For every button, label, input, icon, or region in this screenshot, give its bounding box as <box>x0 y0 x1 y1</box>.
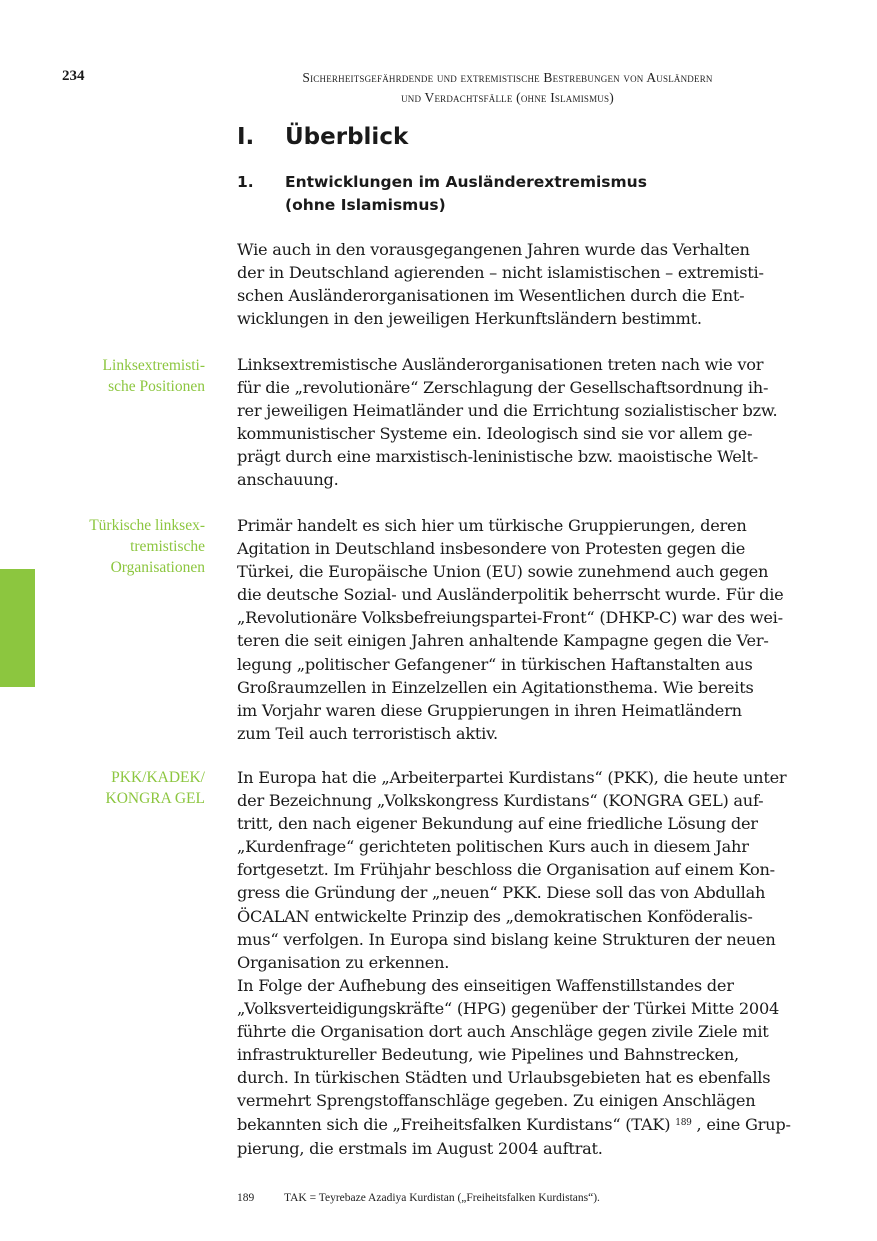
text-line: für die „revolutionäre“ Zerschlagung der Gesellschaftsordnung ih- <box>237 378 769 398</box>
text-line: fortgesetzt. Im Frühjahr beschloss die Organisation auf einem Kon- <box>237 860 775 880</box>
running-header-line-1: Sicherheitsgefährdende und extremistische Bestrebungen von Ausländern <box>302 70 713 85</box>
text-line: Organisation zu erkennen. <box>237 952 450 972</box>
footnote-text: TAK = Teyrebaze Azadiya Kurdistan („Freiheitsfalken Kurdistans“). <box>284 1192 600 1204</box>
text-line: In Folge der Aufhebung des einseitigen Waffenstillstandes der <box>237 975 734 995</box>
paragraph-pkk <box>237 766 792 1160</box>
subsection-title-line-2: (ohne Islamismus) <box>285 196 446 214</box>
text-line: Linksextremistische Ausländerorganisationen treten nach wie vor <box>237 355 764 374</box>
text-line: schen Ausländerorganisationen im Wesentlichen durch die Ent- <box>237 286 745 306</box>
margin-note-line: tremistische <box>130 538 205 555</box>
text-line: der in Deutschland agierenden – nicht islamistischen – extremisti- <box>237 263 764 283</box>
text-line: Wie auch in den vorausgegangenen Jahren wurde das Verhalten <box>237 240 750 259</box>
text-line: im Vorjahr waren diese Gruppierungen in ihren Heimatländern <box>237 700 742 720</box>
footnote-reference[interactable]: 189 <box>675 1118 692 1129</box>
text-line: „Volksverteidigungskräfte“ (HPG) gegenüber der Türkei Mitte 2004 <box>237 998 780 1018</box>
text-line: durch. In türkischen Städten und Urlaubsgebieten hat es ebenfalls <box>237 1068 771 1088</box>
text-line: ÖCALAN entwickelte Prinzip des „demokratischen Konföderalis- <box>237 906 753 926</box>
text-line: teren die seit einigen Jahren anhaltende Kampagne gegen die Ver- <box>237 631 769 651</box>
page-number: 234 <box>62 68 85 84</box>
subsection-title-line-1: Entwicklungen im Ausländerextremismus <box>285 173 647 191</box>
text-line: gress die Gründung der „neuen“ PKK. Diese soll das von Abdullah <box>237 883 766 903</box>
text-line: die deutsche Sozial- und Ausländerpolitik beherrscht wurde. Für die <box>237 585 784 605</box>
subsection-heading <box>237 171 647 217</box>
text-line: prägt durch eine marxistisch-leninistische bzw. maoistische Welt- <box>237 447 758 467</box>
text-line: legung „politischer Gefangener“ in türkischen Haftanstalten aus <box>237 654 753 674</box>
section-title: Überblick <box>285 124 409 150</box>
margin-note-line: Organisationen <box>110 559 205 576</box>
text-line: führte die Organisation dort auch Anschläge gegen zivile Ziele mit <box>237 1022 769 1042</box>
text-line: wicklungen in den jeweiligen Herkunftsländern bestimmt. <box>237 309 702 329</box>
margin-note-line: PKK/KADEK/ <box>111 769 205 786</box>
text-line: vermehrt Sprengstoffanschläge gegeben. Zu einigen Anschlägen <box>237 1091 756 1111</box>
paragraph-left-extremist-orgs <box>237 353 792 492</box>
text-line: zum Teil auch terroristisch aktiv. <box>237 723 498 743</box>
paragraph-intro <box>237 238 792 330</box>
paragraph-turkish-groups <box>237 514 792 745</box>
text-line: infrastruktureller Bedeutung, wie Pipelines und Bahnstrecken, <box>237 1045 739 1065</box>
margin-note-turkish-orgs <box>20 515 205 578</box>
section-number: I. <box>237 124 255 150</box>
text-line: mus“ verfolgen. In Europa sind bislang keine Strukturen der neuen <box>237 929 776 949</box>
text-fragment: , eine Grup- <box>691 1115 791 1135</box>
chapter-tab-marker <box>0 569 35 687</box>
margin-note-pkk <box>20 767 205 809</box>
subsection-number: 1. <box>237 173 254 191</box>
text-line: tritt, den nach eigener Bekundung auf eine friedliche Lösung der <box>237 814 758 834</box>
margin-note-line: sche Positionen <box>108 378 205 395</box>
text-line: pierung, die erstmals im August 2004 auftrat. <box>237 1138 603 1158</box>
footnote-number: 189 <box>237 1192 255 1204</box>
text-line: rer jeweiligen Heimatländer und die Errichtung sozialistischer bzw. <box>237 401 778 421</box>
text-line: der Bezeichnung „Volkskongress Kurdistans“ (KONGRA GEL) auf- <box>237 791 764 811</box>
text-line: anschauung. <box>237 470 339 490</box>
running-header-line-2: und Verdachtsfälle (ohne Islamismus) <box>401 90 614 105</box>
text-line: Agitation in Deutschland insbesondere von Protesten gegen die <box>237 539 746 559</box>
text-line-with-footnote <box>237 1112 792 1136</box>
text-fragment: bekannten sich die „Freiheitsfalken Kurdistans“ (TAK) <box>237 1115 676 1135</box>
text-line: „Revolutionäre Volksbefreiungspartei-Front“ (DHKP-C) war des wei- <box>237 608 783 628</box>
text-line: In Europa hat die „Arbeiterpartei Kurdistans“ (PKK), die heute unter <box>237 768 787 787</box>
running-header <box>230 68 785 108</box>
text-line: kommunistischer Systeme ein. Ideologisch sind sie vor allem ge- <box>237 424 753 444</box>
text-line: „Kurdenfrage“ gerichteten politischen Kurs auch in diesem Jahr <box>237 837 749 857</box>
section-heading <box>237 124 408 150</box>
margin-note-left-positions <box>20 355 205 397</box>
text-line: Primär handelt es sich hier um türkische Gruppierungen, deren <box>237 516 747 535</box>
margin-note-line: Türkische linksex- <box>89 517 205 534</box>
footnote <box>237 1192 600 1204</box>
text-line: Großraumzellen in Einzelzellen ein Agitationsthema. Wie bereits <box>237 677 754 697</box>
margin-note-line: KONGRA GEL <box>105 790 205 807</box>
text-line: Türkei, die Europäische Union (EU) sowie zunehmend auch gegen <box>237 562 769 582</box>
margin-note-line: Linksextremisti- <box>102 357 205 374</box>
